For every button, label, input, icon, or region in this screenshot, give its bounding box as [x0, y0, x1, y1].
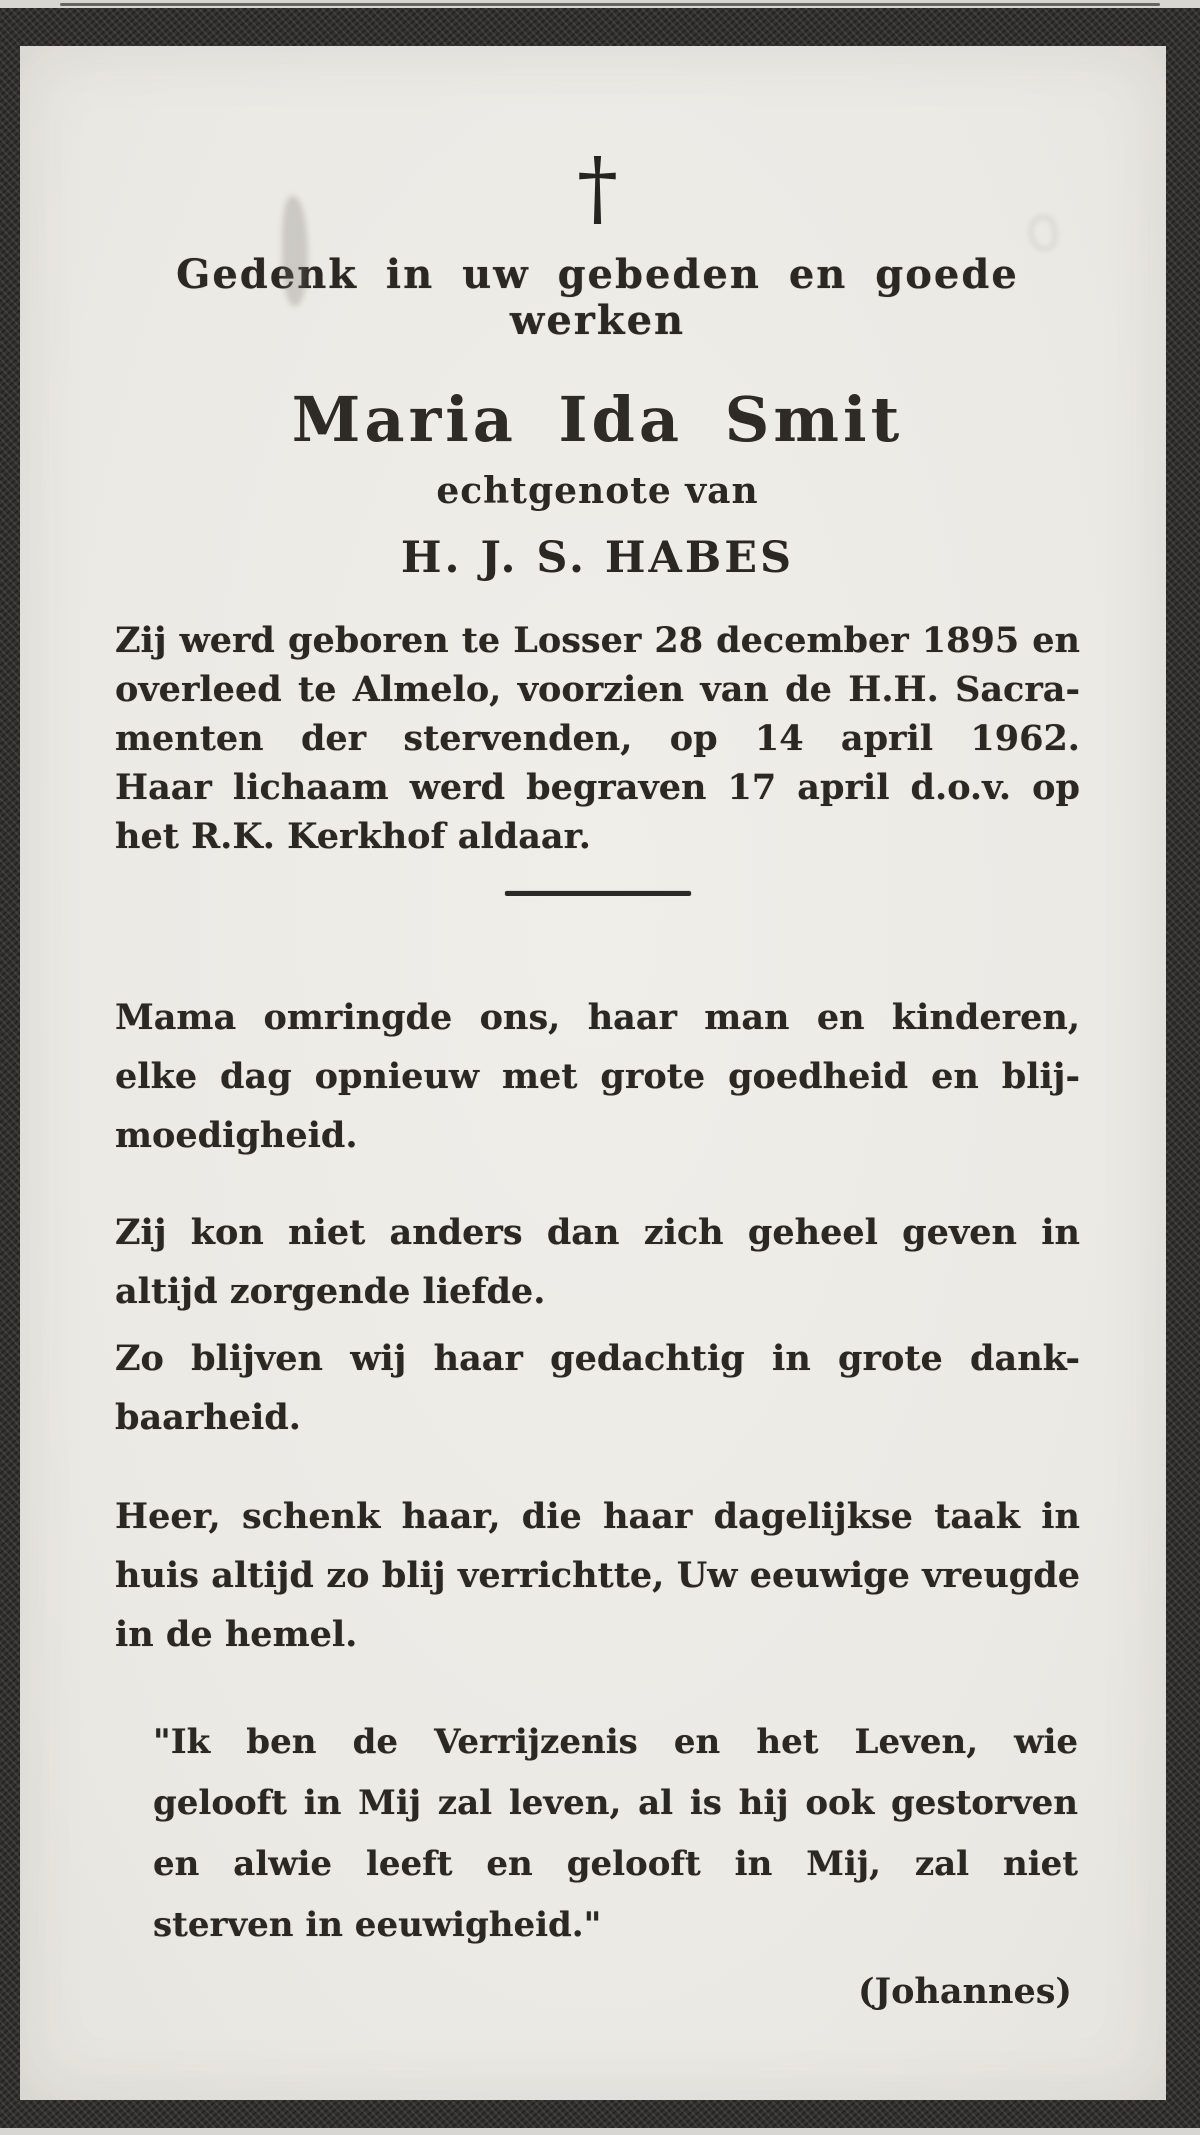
- text-line: in de hemel.: [115, 1614, 358, 1655]
- text-line: Mama omringde ons, haar man en kinderen,: [115, 997, 1080, 1038]
- text-line: gelooft in Mij zal leven, al is hij ook gestorven: [153, 1783, 1078, 1823]
- text-line: Zo blijven wij haar gedachtig in grote dank-: [115, 1338, 1080, 1379]
- text-line: sterven in eeuwigheid.": [153, 1905, 602, 1945]
- deceased-name: Maria Ida Smit: [291, 383, 904, 456]
- quote-attribution: (Johannes): [857, 1971, 1072, 2012]
- text-line: Haar lichaam werd begraven 17 april d.o.v. op: [115, 767, 1080, 808]
- scan-edge-line: [60, 3, 1160, 6]
- text-line: "Ik ben de Verrijzenis en het Leven, wie: [153, 1722, 1078, 1762]
- relation-line: echtgenote van: [436, 470, 759, 512]
- memorial-header: Gedenk in uw gebeden en goede werken: [176, 251, 1019, 344]
- text-line: overleed te Almelo, voorzien van de H.H. Sacra-: [115, 669, 1080, 710]
- body-paragraph: [115, 1329, 1080, 1447]
- body-paragraph: [115, 1203, 1080, 1321]
- text-line: Heer, schenk haar, die haar dagelijkse taak in: [115, 1496, 1080, 1537]
- text-line: huis altijd zo blij verrichtte, Uw eeuwige vreugde: [115, 1555, 1080, 1596]
- text-line: elke dag opnieuw met grote goedheid en blij-: [115, 1056, 1080, 1097]
- text-line: en alwie leeft en gelooft in Mij, zal niet: [153, 1844, 1078, 1884]
- scanner-edge-top: [0, 0, 1200, 8]
- memorial-card: [20, 46, 1166, 2100]
- text-line: altijd zorgende liefde.: [115, 1271, 546, 1312]
- text-line: menten der stervenden, op 14 april 1962.: [115, 718, 1080, 759]
- section-divider: [505, 891, 691, 896]
- text-line: baarheid.: [115, 1397, 301, 1438]
- spouse-name: H. J. S. HABES: [400, 533, 795, 583]
- cross-icon: †: [577, 141, 618, 236]
- text-line: Zij kon niet anders dan zich geheel geven in: [115, 1212, 1080, 1253]
- body-paragraph: [115, 988, 1080, 1165]
- card-content: [20, 141, 1166, 2014]
- body-paragraph: [115, 1487, 1080, 1664]
- text-line: Zij werd geboren te Losser 28 december 1895 en: [115, 620, 1080, 661]
- biography-paragraph: [115, 616, 1080, 861]
- text-line: moedigheid.: [115, 1115, 358, 1156]
- scripture-quote: [115, 1712, 1080, 1956]
- text-line: het R.K. Kerkhof aldaar.: [115, 816, 591, 857]
- scanner-edge-bottom: [0, 2128, 1200, 2135]
